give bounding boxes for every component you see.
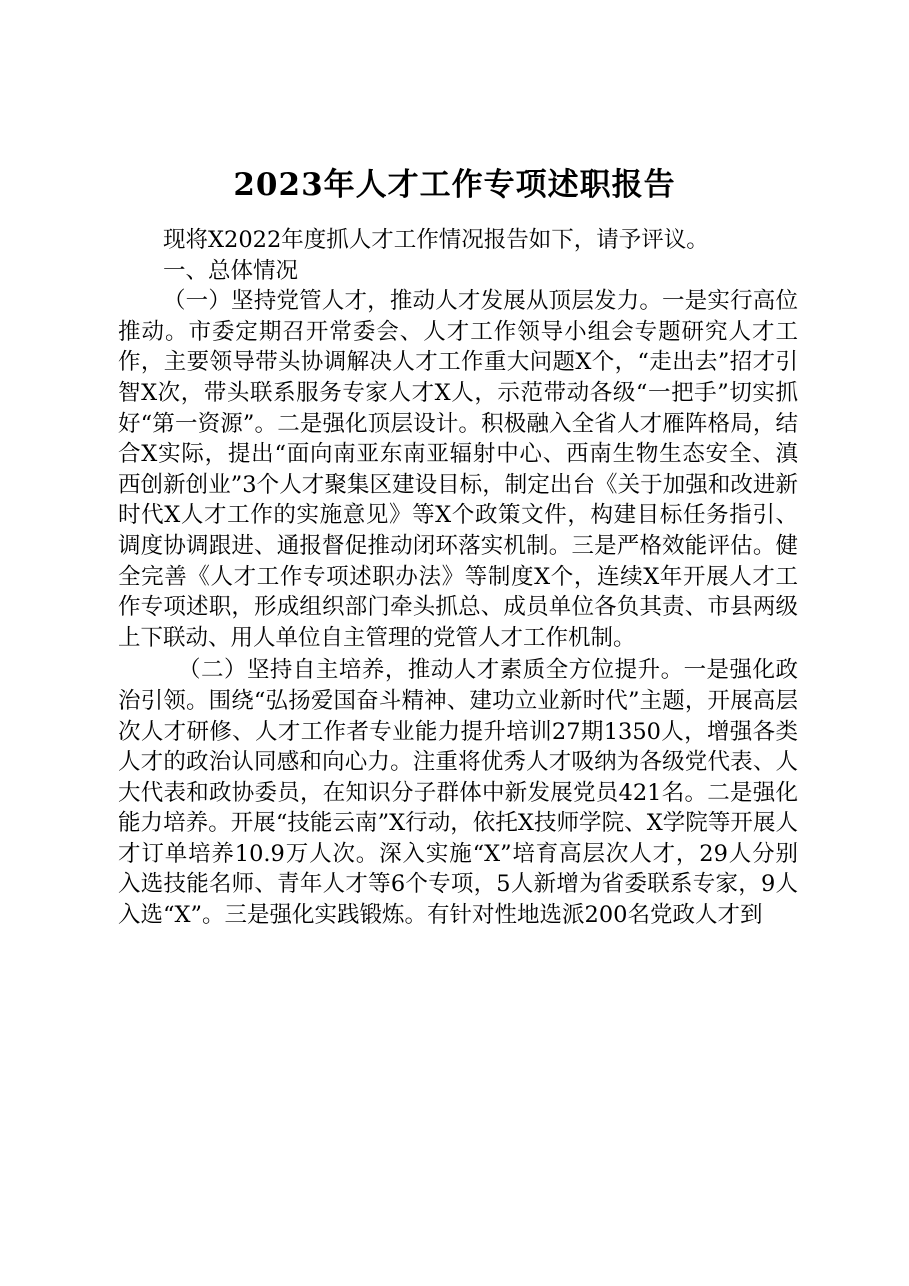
- section-heading: 一、总体情况: [163, 257, 299, 284]
- document-body: [118, 225, 798, 931]
- intro-paragraph: 现将X2022年度抓人才工作情况报告如下，请予评议。: [163, 227, 709, 253]
- body-paragraph-2: （二）坚持自主培养，推动人才素质全方位提升。一是强化政治引领。围绕“弘扬爱国奋斗精神、建功立业新时代”主题，开展高层次人才研修、人才工作者专业能力提升培训27期1350人，增强各类人才的政治认同感和向心力。注重将优秀人才吸纳为各级党代表、人大代表和政协委员，在知识分子群体中新发展党员421名。二是强化能力培养。开展“技能云南”X行动，依托X技师学院、X学院等开展人才订单培养10.9万人次。深入实施“X”培育高层次人才，29人分别入选技能名师、青年人才等6个专项，5人新增为省委联系专家，9人入选“X”。三是强化实践锻炼。有针对性地选派200名党政人才到: [118, 657, 798, 929]
- document-title: 2023年人才工作专项述职报告: [233, 167, 676, 203]
- body-paragraph-1: （一）坚持党管人才，推动人才发展从顶层发力。一是实行高位推动。市委定期召开常委会、人才工作领导小组会专题研究人才工作，主要领导带头协调解决人才工作重大问题X个，“走出去”招才引智X次，带头联系服务专家人才X人，示范带动各级“一把手”切实抓好“第一资源”。二是强化顶层设计。积极融入全省人才雁阵格局，结合X实际，提出“面向南亚东南亚辐射中心、西南生物生态安全、滇西创新创业”3个人才聚集区建设目标，制定出台《关于加强和改进新时代X人才工作的实施意见》等X个政策文件，构建目标任务指引、调度协调跟进、通报督促推动闭环落实机制。三是严格效能评估。健全完善《人才工作专项述职办法》等制度X个，连续X年开展人才工作专项述职，形成组织部门牵头抓总、成员单位各负其责、市县两级上下联动、用人单位自主管理的党管人才工作机制。: [118, 288, 798, 651]
